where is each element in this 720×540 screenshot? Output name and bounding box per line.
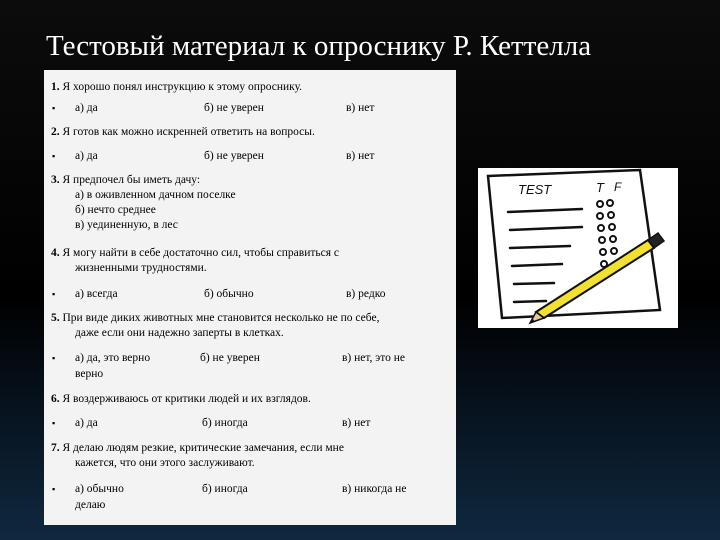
option-c[interactable]: в) редко — [346, 288, 386, 300]
option-c[interactable]: в) нет, это не — [342, 352, 405, 364]
option-a[interactable]: а) да — [75, 150, 98, 162]
test-word: TEST — [518, 182, 552, 197]
question-number: 2. — [51, 126, 60, 138]
question-5 — [51, 311, 451, 326]
true-letter: T — [596, 180, 604, 195]
slide-title: Тестовый материал к опроснику Р. Кеттелла — [46, 30, 592, 62]
option-b[interactable]: б) иногда — [202, 483, 248, 495]
option-a[interactable]: а) да, это верно — [75, 352, 151, 364]
question-text: Я воздерживаюсь от критики людей и их взглядов. — [62, 393, 311, 405]
option-a[interactable]: а) всегда — [75, 288, 118, 300]
bullet-icon: ▪ — [52, 353, 56, 363]
option-b[interactable]: б) не уверен — [204, 102, 264, 114]
question-text: При виде диких животных мне становится несколько не по себе, — [62, 312, 380, 324]
option-a-continued: делаю — [75, 499, 106, 511]
false-letter: F — [614, 180, 622, 194]
question-number: 4. — [51, 247, 60, 259]
test-paper-pencil-image — [478, 168, 678, 328]
question-text: Я могу найти в себе достаточно сил, чтобы справиться с — [62, 247, 340, 259]
question-text: Я готов как можно искренней ответить на вопросы. — [62, 126, 315, 138]
question-text-continued: даже если они надежно заперты в клетках. — [75, 327, 284, 339]
question-6 — [51, 392, 451, 407]
option-c[interactable]: в) нет — [342, 417, 371, 429]
bullet-icon: ▪ — [52, 418, 56, 428]
question-number: 5. — [51, 312, 60, 324]
option-b[interactable]: б) не уверен — [204, 150, 264, 162]
question-number: 3. — [51, 174, 60, 186]
bullet-icon: ▪ — [52, 484, 56, 494]
question-number: 1. — [51, 81, 60, 93]
option-a[interactable]: а) да — [75, 417, 98, 429]
option-b[interactable]: б) иногда — [202, 417, 248, 429]
option-b[interactable]: б) не уверен — [200, 352, 260, 364]
question-text-continued: жизненными трудностями. — [75, 262, 207, 274]
bullet-icon: ▪ — [52, 289, 56, 299]
option-a[interactable]: а) да — [75, 102, 98, 114]
option-a-continued: верно — [75, 368, 104, 380]
question-number: 6. — [51, 393, 60, 405]
question-3 — [51, 173, 451, 188]
question-text-continued: кажется, что они этого заслуживают. — [75, 457, 255, 469]
bullet-icon: ▪ — [52, 151, 56, 161]
option-a[interactable]: а) обычно — [75, 483, 124, 495]
option-c[interactable]: в) нет — [346, 150, 375, 162]
option-c[interactable]: в) нет — [346, 102, 375, 114]
question-1 — [51, 80, 451, 95]
question-2 — [51, 125, 451, 140]
question-7 — [51, 441, 451, 456]
sub-option-a[interactable]: а) в оживленном дачном поселке — [75, 189, 236, 201]
question-text: Я хорошо понял инструкцию к этому опроснику. — [62, 81, 303, 93]
question-text: Я предпочел бы иметь дачу: — [62, 174, 201, 186]
question-number: 7. — [51, 442, 60, 454]
test-paper-pencil-icon — [478, 168, 678, 328]
question-text: Я делаю людям резкие, критические замечания, если мне — [62, 442, 344, 454]
option-b[interactable]: б) обычно — [204, 288, 254, 300]
question-4 — [51, 246, 451, 261]
bullet-icon: ▪ — [52, 103, 56, 113]
sub-option-c[interactable]: в) уединенную, в лес — [75, 219, 178, 231]
questionnaire-panel — [44, 70, 456, 525]
option-c[interactable]: в) никогда не — [342, 483, 407, 495]
sub-option-b[interactable]: б) нечто среднее — [75, 204, 156, 216]
